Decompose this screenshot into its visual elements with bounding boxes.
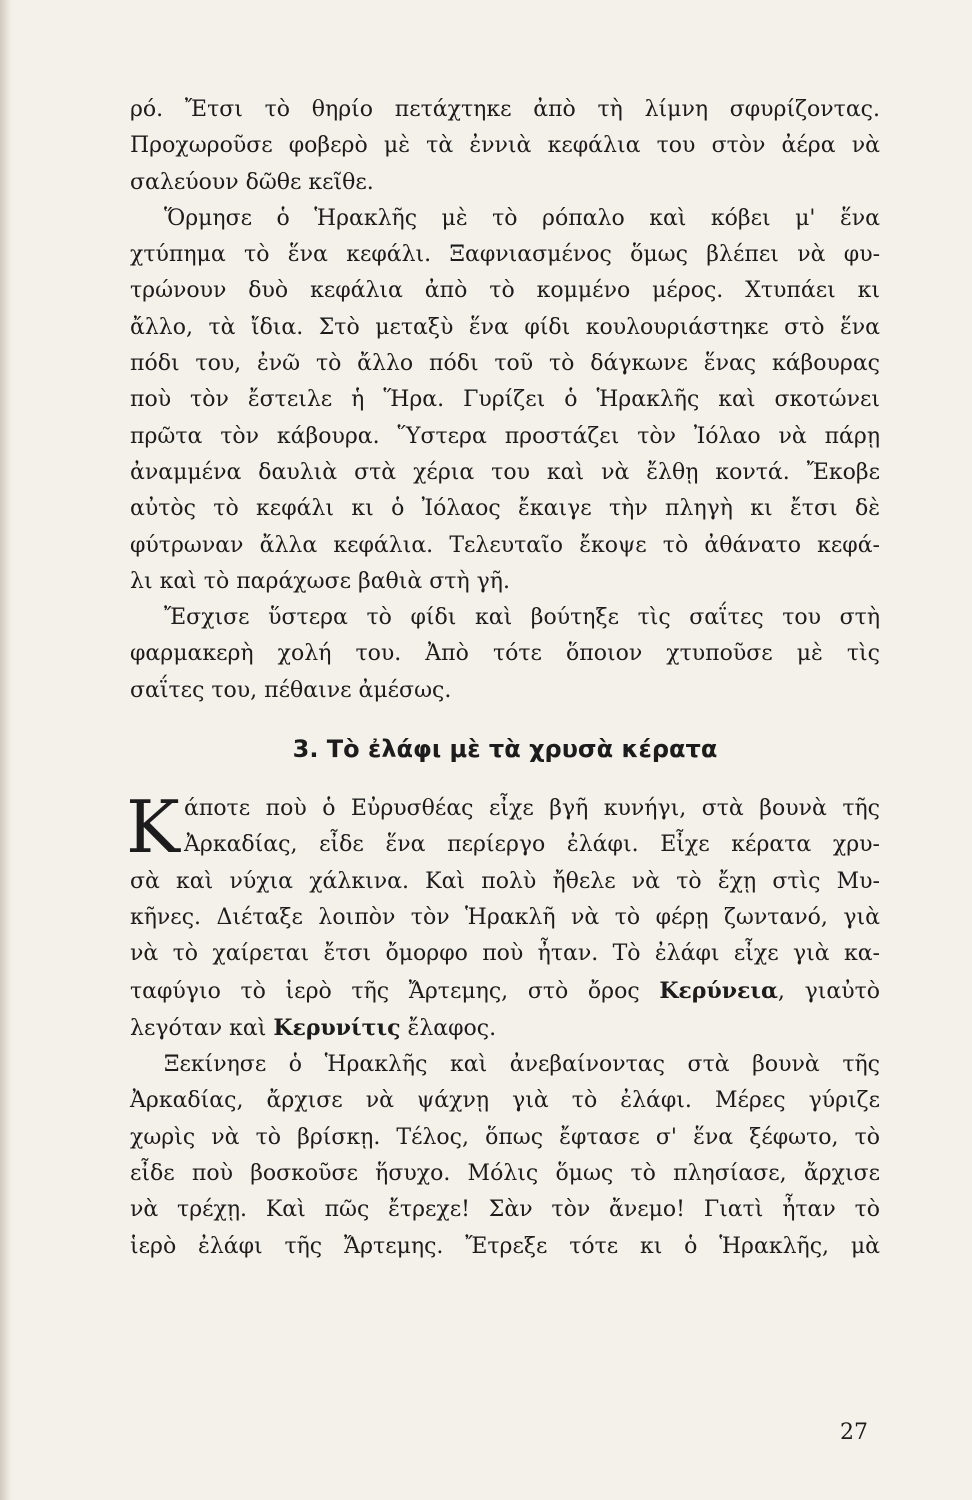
text-line: Ἔσχισε ὕστερα τὸ φίδι καὶ βούτηξε τὶς σαΐτες του στὴ <box>164 605 880 631</box>
section-heading: 3. Τὸ ἐλάφι μὲ τὰ χρυσὰ κέρατα <box>292 735 718 764</box>
text-line: Ἀρκαδίας, εἶδε ἕνα περίεργο ἐλάφι. Εἶχε κέρατα χρυ- <box>184 832 880 858</box>
text-line <box>130 1010 880 1047</box>
paragraph-2 <box>130 201 880 600</box>
text-line: χτύπημα τὸ ἕνα κεφάλι. Ξαφνιασμένος ὅμως βλέπει νὰ φυ- <box>130 242 880 268</box>
text-line: πρῶτα τὸν κάβουρα. Ὕστερα προστάζει τὸν Ἰόλαο νὰ πάρῃ <box>130 423 880 449</box>
text-line: σὰ καὶ νύχια χάλκινα. Καὶ πολὺ ἤθελε νὰ τὸ ἔχῃ στὶς Μυ- <box>130 868 880 894</box>
text-line: νὰ τὸ χαίρεται ἔτσι ὄμορφο ποὺ ἦταν. Τὸ ἐλάφι εἶχε γιὰ κα- <box>130 941 880 967</box>
text-line: κῆνες. Διέταξε λοιπὸν τὸν Ἡρακλῆ νὰ τὸ φέρῃ ζωντανό, γιὰ <box>130 904 880 930</box>
line-text: ταφύγιο τὸ ἱερὸ τῆς Ἄρτεμης, στὸ ὄρος <box>130 978 660 1004</box>
text-line: άποτε ποὺ ὁ Εὐρυσθέας εἶχε βγῆ κυνήγι, στὰ βουνὰ τῆς <box>184 796 880 822</box>
line-text: , γιαὐτὸ <box>777 978 880 1004</box>
text-line: χωρὶς νὰ τὸ βρίσκῃ. Τέλος, ὅπως ἔφτασε σ' ἕνα ξέφωτο, τὸ <box>130 1124 880 1150</box>
book-spine-shadow <box>0 0 12 1500</box>
text-line: ποὺ τὸν ἔστειλε ἡ Ἥρα. Γυρίζει ὁ Ἡρακλῆς καὶ σκοτώνει <box>130 387 880 413</box>
paragraph-5 <box>130 1047 880 1265</box>
text-line: αὐτὸς τὸ κεφάλι κι ὁ Ἰόλαος ἔκαιγε τὴν πληγὴ κι ἔτσι δὲ <box>130 496 880 522</box>
text-line: Προχωροῦσε φοβερὸ μὲ τὰ ἐννιὰ κεφάλια του στὸν ἀέρα νὰ <box>130 133 880 159</box>
text-line: ἀναμμένα δαυλιὰ στὰ χέρια του καὶ νὰ ἔλθῃ κοντά. Ἔκοβε <box>130 459 880 485</box>
text-line: τρώνουν δυὸ κεφάλια ἀπὸ τὸ κομμένο μέρος. Χτυπάει κι <box>130 278 880 304</box>
text-line: ἄλλο, τὰ ἴδια. Στὸ μεταξὺ ἕνα φίδι κουλουριάστηκε στὸ ἕνα <box>130 314 880 340</box>
text-line: εἶδε ποὺ βοσκοῦσε ἥσυχο. Μόλις ὅμως τὸ πλησίασε, ἄρχισε <box>130 1161 880 1187</box>
text-line: σαλεύουν δῶθε κεῖθε. <box>130 169 374 195</box>
paragraph-3 <box>130 600 880 709</box>
drop-cap: Κ <box>126 785 180 870</box>
text-line: ρό. Ἔτσι τὸ θηρίο πετάχτηκε ἀπὸ τὴ λίμνη σφυρίζοντας. <box>130 97 880 122</box>
text-line: Ὅρμησε ὁ Ἡρακλῆς μὲ τὸ ρόπαλο καὶ κόβει μ' ἕνα <box>164 205 880 231</box>
text-line <box>130 973 880 1010</box>
text-line: πόδι του, ἐνῶ τὸ ἄλλο πόδι τοῦ τὸ δάγκωνε ἕνας κάβουρας <box>130 351 880 377</box>
paragraph-4 <box>126 785 880 1047</box>
page-number: 27 <box>840 1420 868 1445</box>
line-text: ἔλαφος. <box>400 1015 497 1041</box>
name-bold: Κερυνίτις <box>273 1014 401 1041</box>
text-line: φαρμακερὴ χολή του. Ἀπὸ τότε ὅποιον χτυποῦσε μὲ τὶς <box>130 641 880 667</box>
text-line: Ἀρκαδίας, ἄρχισε νὰ ψάχνῃ γιὰ τὸ ἐλάφι. Μέρες γύριζε <box>130 1088 880 1114</box>
paragraph-1 <box>130 92 880 201</box>
text-line: νὰ τρέχῃ. Καὶ πῶς ἔτρεχε! Σὰν τὸν ἄνεμο! Γιατὶ ἦταν τὸ <box>130 1197 880 1223</box>
place-name-bold: Κερύνεια <box>659 977 778 1004</box>
text-line: φύτρωναν ἄλλα κεφάλια. Τελευταῖο ἔκοψε τὸ ἀθάνατο κεφά- <box>130 532 880 558</box>
text-line: λι καὶ τὸ παράχωσε βαθιὰ στὴ γῆ. <box>130 568 510 594</box>
text-line: ἱερὸ ἐλάφι τῆς Ἄρτεμης. Ἔτρεξε τότε κι ὁ Ἡρακλῆς, μὰ <box>130 1233 880 1259</box>
text-line: Ξεκίνησε ὁ Ἡρακλῆς καὶ ἀνεβαίνοντας στὰ βουνὰ τῆς <box>164 1052 880 1078</box>
page-body <box>126 92 880 1265</box>
text-line: σαΐτες του, πέθαινε ἀμέσως. <box>130 677 452 703</box>
line-text: λεγόταν καὶ <box>130 1015 274 1041</box>
